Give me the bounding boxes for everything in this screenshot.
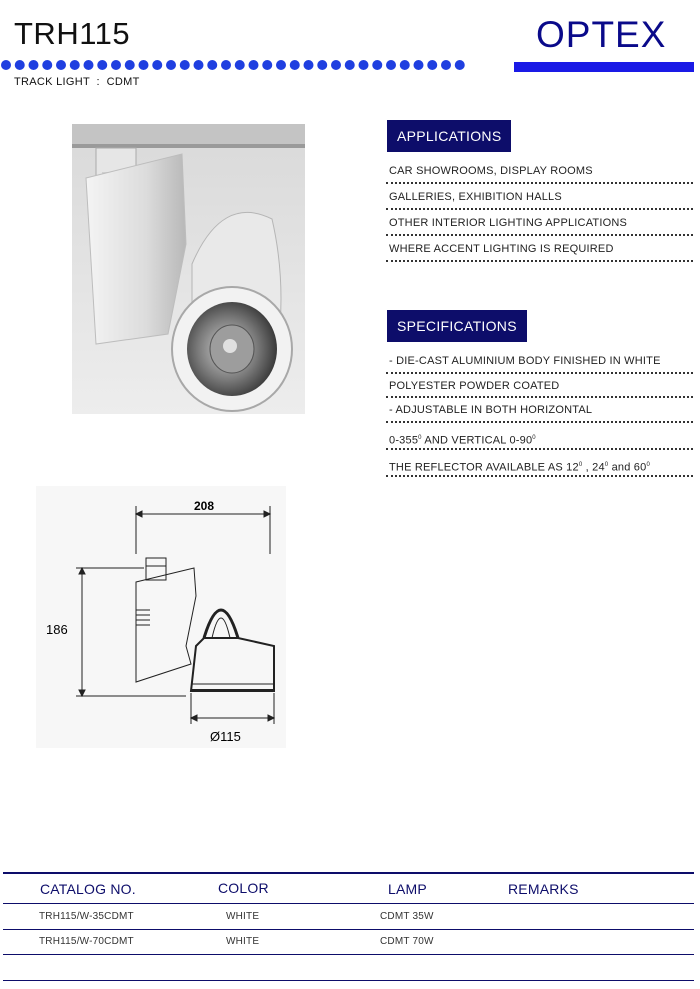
divider-dot: [194, 60, 204, 70]
divider-dot: [414, 60, 424, 70]
divider-dot: [372, 60, 382, 70]
divider-dot: [42, 60, 52, 70]
divider-dot: [180, 60, 190, 70]
divider-dot: [70, 60, 80, 70]
divider-dot: [15, 60, 25, 70]
specifications-heading: SPECIFICATIONS: [387, 310, 527, 342]
divider-dot: [427, 60, 437, 70]
divider-dot: [317, 60, 327, 70]
divider-dot: [235, 60, 245, 70]
divider-dot: [97, 60, 107, 70]
divider-dot: [290, 60, 300, 70]
list-item-reflector: [386, 450, 693, 477]
reflector-text: THE REFLECTOR AVAILABLE AS 12: [389, 461, 579, 474]
dotted-divider: [0, 59, 480, 71]
divider-dot: [152, 60, 162, 70]
divider-dot: [1, 60, 11, 70]
divider-dot: [221, 60, 231, 70]
degree-mark: 0: [532, 434, 536, 441]
divider-dot: [304, 60, 314, 70]
brand-logo: OPTEX: [536, 14, 667, 55]
cell-lamp: CDMT 35W: [380, 911, 434, 922]
brand-underline: [514, 62, 694, 72]
table-bottom-rule: [3, 980, 694, 981]
list-item: - DIE-CAST ALUMINIUM BODY FINISHED IN WHITE: [386, 349, 693, 374]
divider-dot: [400, 60, 410, 70]
height-dimension-label: 186: [46, 622, 68, 637]
diameter-dimension-label: Ø115: [210, 729, 241, 744]
divider-dot: [29, 60, 39, 70]
divider-dot: [125, 60, 135, 70]
cell-catalog: TRH115/W-35CDMT: [39, 911, 134, 922]
table-rule: [3, 903, 694, 904]
list-item: POLYESTER POWDER COATED: [386, 374, 693, 399]
angle-vertical: AND VERTICAL 0-90: [421, 434, 533, 447]
divider-dot: [441, 60, 451, 70]
list-item: OTHER INTERIOR LIGHTING APPLICATIONS: [386, 210, 693, 236]
header-lamp: LAMP: [388, 881, 427, 897]
reflector-text: and 60: [608, 461, 647, 474]
reflector-text: , 24: [582, 461, 605, 474]
divider-dot: [111, 60, 121, 70]
cell-color: WHITE: [226, 911, 260, 922]
list-item: GALLERIES, EXHIBITION HALLS: [386, 184, 693, 210]
angle-horizontal: 0-355: [389, 434, 419, 447]
dimension-drawing: [36, 486, 286, 748]
list-item: WHERE ACCENT LIGHTING IS REQUIRED: [386, 236, 693, 262]
applications-list: [386, 158, 693, 262]
list-item: CAR SHOWROOMS, DISPLAY ROOMS: [386, 158, 693, 184]
header-color: COLOR: [218, 880, 269, 896]
degree-mark: 0: [418, 434, 422, 441]
divider-dot: [455, 60, 465, 70]
applications-heading: APPLICATIONS: [387, 120, 511, 152]
degree-mark: 0: [646, 461, 650, 468]
list-item-angles: [386, 423, 693, 450]
divider-dot: [166, 60, 176, 70]
product-subtitle: TRACK LIGHT : CDMT: [14, 76, 140, 88]
specifications-list: [386, 349, 693, 477]
model-number: TRH115: [14, 16, 131, 51]
divider-dot: [276, 60, 286, 70]
divider-dot: [84, 60, 94, 70]
divider-dot: [331, 60, 341, 70]
divider-dot: [249, 60, 259, 70]
table-top-rule: [3, 872, 694, 874]
cell-color: WHITE: [226, 936, 260, 947]
width-dimension-label: 208: [194, 499, 215, 513]
product-photo: [72, 124, 305, 414]
cell-catalog: TRH115/W-70CDMT: [39, 936, 134, 947]
list-item: - ADJUSTABLE IN BOTH HORIZONTAL: [386, 398, 693, 423]
divider-dot: [262, 60, 272, 70]
header-remarks: REMARKS: [508, 881, 579, 897]
divider-dot: [207, 60, 217, 70]
cell-lamp: CDMT 70W: [380, 936, 434, 947]
divider-dot: [386, 60, 396, 70]
divider-dot: [56, 60, 66, 70]
degree-mark: 0: [578, 461, 583, 468]
divider-dot: [139, 60, 149, 70]
table-rule: [3, 954, 694, 955]
divider-dot: [345, 60, 355, 70]
table-rule: [3, 929, 694, 930]
degree-mark: 0: [604, 461, 609, 468]
header-catalog-no: CATALOG NO.: [40, 881, 136, 897]
divider-dot: [359, 60, 369, 70]
